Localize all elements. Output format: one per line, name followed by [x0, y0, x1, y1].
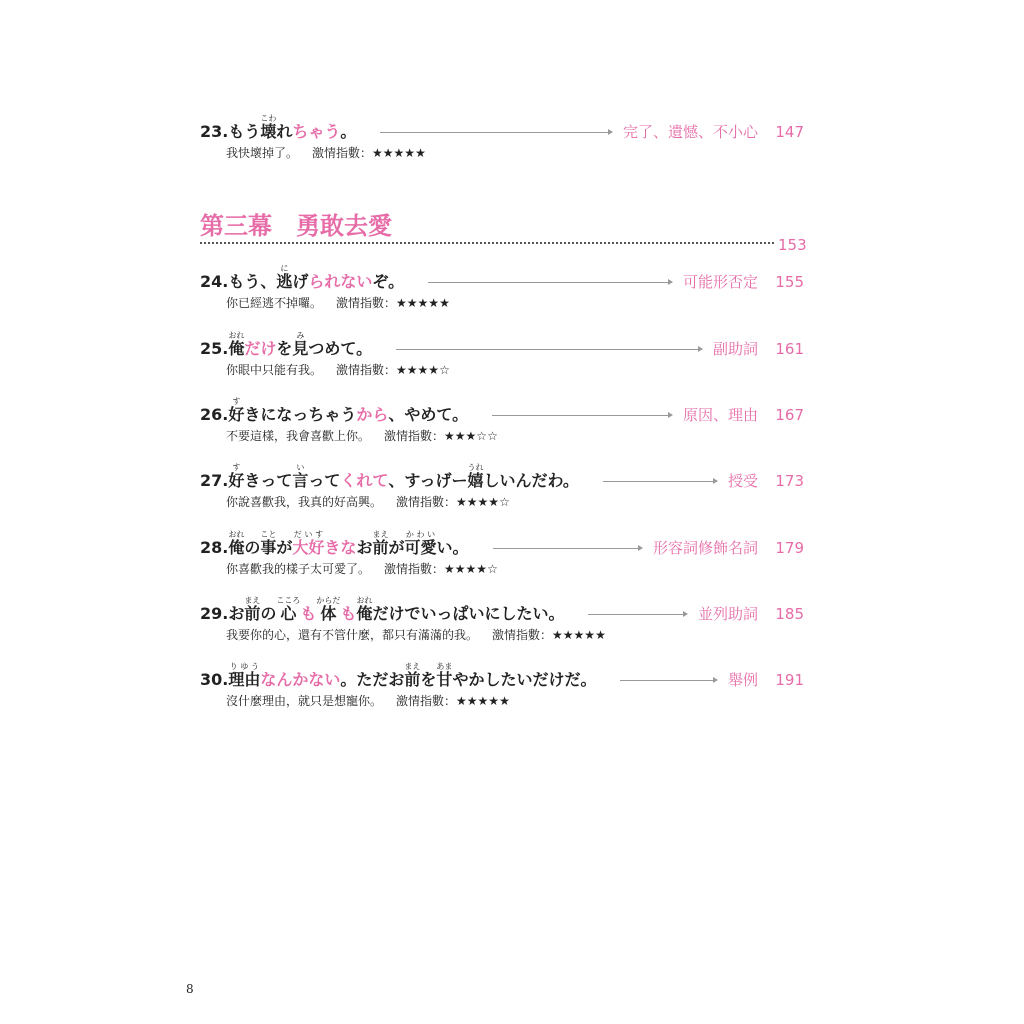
- toc-entry-25: [200, 331, 804, 385]
- entry-sentence: [228, 264, 404, 292]
- entry-heading: [200, 397, 804, 425]
- entry-heading: [200, 662, 804, 690]
- leader-arrow-line: [492, 405, 671, 425]
- sentence-text: って: [308, 471, 341, 490]
- sentence-text: もう、: [228, 272, 277, 291]
- sentence-text: ぞ。: [372, 272, 405, 291]
- kanji-with-furigana: [292, 463, 308, 491]
- leader-arrow-line: [493, 538, 641, 558]
- page-number: 8: [186, 982, 194, 996]
- entry-page-number: 179: [775, 539, 804, 557]
- translation-text: 你已經逃不掉囉。: [226, 296, 323, 310]
- kanji-text: 見: [292, 339, 309, 358]
- furigana-text: りゆう: [228, 662, 261, 671]
- kanji-text: 好: [228, 405, 245, 424]
- kanji-with-furigana: [292, 530, 324, 558]
- kanji-with-furigana: [228, 331, 244, 359]
- kanji-text: 嬉: [467, 471, 484, 490]
- entry-sentence: [228, 530, 468, 558]
- furigana-text: だいす: [292, 530, 325, 539]
- sentence-text: だけでいっぱいにしたい。: [372, 604, 565, 623]
- kanji-text: 可愛: [404, 538, 437, 557]
- star-rating: ★★★☆☆: [444, 429, 498, 443]
- furigana-text: す: [228, 463, 245, 472]
- entry-sentence: [228, 662, 596, 690]
- translation-text: 我快壞掉了。: [226, 146, 299, 160]
- grammar-category: 形容詞修飾名詞: [652, 539, 758, 557]
- furigana-text: す: [228, 397, 245, 406]
- passion-label: 激情指數：: [384, 562, 445, 576]
- sentence-text: きになっちゃう: [244, 405, 357, 424]
- entry-heading: [200, 530, 804, 558]
- leader-arrow-line: [588, 604, 686, 624]
- sentence-text: れ: [276, 122, 293, 141]
- entry-number: 24.: [200, 272, 229, 291]
- furigana-text: うれ: [467, 463, 484, 472]
- sentence-text: もう: [228, 122, 261, 141]
- entry-page-number: 161: [775, 340, 804, 358]
- kanji-with-furigana: [228, 397, 244, 425]
- furigana-text: おれ: [356, 596, 373, 605]
- entry-number: 30.: [200, 670, 229, 689]
- entry-heading: [200, 264, 804, 292]
- furigana-text: こと: [260, 530, 277, 539]
- kanji-text: 逃: [276, 272, 293, 291]
- passion-label: 激情指數：: [396, 694, 457, 708]
- sentence-text: 、すっげー: [388, 471, 468, 490]
- kanji-with-furigana: [372, 530, 388, 558]
- kanji-text: 心: [276, 604, 301, 623]
- grammar-highlight-text: も: [340, 604, 357, 623]
- sentence-text: の: [244, 538, 261, 557]
- kanji-with-furigana: [316, 596, 340, 624]
- leader-arrow-line: [428, 272, 671, 292]
- entry-page-number: 191: [775, 671, 804, 689]
- translation-text: 你眼中只能有我。: [226, 363, 323, 377]
- kanji-text: 俺: [356, 604, 373, 623]
- passion-label: 激情指數：: [312, 146, 373, 160]
- leader-line: [492, 415, 671, 416]
- sentence-text: い。: [436, 538, 469, 557]
- kanji-text: 大好: [292, 538, 325, 557]
- kanji-text: 前: [244, 604, 261, 623]
- furigana-text: おれ: [228, 530, 245, 539]
- passion-label: 激情指數：: [336, 363, 397, 377]
- entry-number: 28.: [200, 538, 229, 557]
- leader-line: [603, 481, 716, 482]
- kanji-with-furigana: [292, 331, 308, 359]
- kanji-text: 言: [292, 471, 309, 490]
- kanji-text: 壊: [260, 122, 277, 141]
- grammar-category: 副助詞: [712, 340, 758, 358]
- entry-page-number: 185: [775, 605, 804, 623]
- entry-page-number: 167: [775, 406, 804, 424]
- leader-arrow-line: [396, 339, 701, 359]
- furigana-text: み: [292, 331, 309, 340]
- furigana-text: まえ: [244, 596, 261, 605]
- leader-line: [620, 680, 716, 681]
- leader-line: [493, 548, 641, 549]
- arrow-right-icon: [608, 129, 613, 135]
- grammar-highlight-text: られない: [308, 272, 373, 291]
- kanji-text: 前: [372, 538, 389, 557]
- furigana-text: まえ: [372, 530, 389, 539]
- toc-entry-27: [200, 463, 804, 517]
- translation-text: 你說喜歡我，我真的好高興。: [226, 495, 383, 509]
- toc-entry-26: [200, 397, 804, 451]
- entry-page-number: 147: [775, 123, 804, 141]
- grammar-category: 授受: [727, 472, 758, 490]
- grammar-category: 舉例: [727, 671, 758, 689]
- kanji-with-furigana: [356, 596, 372, 624]
- grammar-category: 完了、遺憾、不小心: [622, 123, 758, 141]
- furigana-text: おれ: [228, 331, 245, 340]
- sentence-text: が: [276, 538, 293, 557]
- passion-label: 激情指數：: [336, 296, 397, 310]
- entry-number: 25.: [200, 339, 229, 358]
- star-rating: ★★★★★: [552, 628, 606, 642]
- entry-heading: [200, 331, 804, 359]
- furigana-text: あま: [436, 662, 453, 671]
- entry-sentence: [228, 596, 564, 624]
- entry-subline: [226, 493, 510, 510]
- translation-text: 我要你的心，還有不管什麼，都只有滿滿的我。: [226, 628, 479, 642]
- arrow-right-icon: [713, 478, 718, 484]
- kanji-with-furigana: [436, 662, 452, 690]
- toc-entry-23: [200, 114, 804, 168]
- entry-heading: [200, 114, 804, 142]
- kanji-with-furigana: [260, 530, 276, 558]
- entry-subline: [226, 626, 606, 643]
- entry-sentence: [228, 114, 356, 142]
- entry-heading: [200, 596, 804, 624]
- sentence-text: お: [356, 538, 373, 557]
- furigana-text: まえ: [404, 662, 421, 671]
- grammar-category: 可能形否定: [682, 273, 758, 291]
- grammar-highlight-text: きな: [324, 538, 357, 557]
- entry-page-number: 155: [775, 273, 804, 291]
- leader-line: [380, 132, 611, 133]
- star-rating: ★★★★☆: [396, 363, 450, 377]
- kanji-text: 好: [228, 471, 245, 490]
- arrow-right-icon: [683, 611, 688, 617]
- toc-entry-24: [200, 264, 804, 318]
- leader-arrow-line: [603, 471, 716, 491]
- entry-sentence: [228, 463, 579, 491]
- toc-entry-28: [200, 530, 804, 584]
- entry-sentence: [228, 397, 468, 425]
- kanji-text: 甘: [436, 670, 453, 689]
- translation-text: 不要這樣，我會喜歡上你。: [226, 429, 371, 443]
- kanji-with-furigana: [276, 264, 292, 292]
- arrow-right-icon: [638, 545, 643, 551]
- grammar-highlight-text: くれて: [340, 471, 389, 490]
- grammar-highlight-text: なんかない: [260, 670, 341, 689]
- grammar-highlight-text: だけ: [244, 339, 277, 358]
- entry-number: 27.: [200, 471, 229, 490]
- grammar-highlight-text: も: [300, 604, 317, 623]
- toc-entry-29: [200, 596, 804, 650]
- furigana-text: い: [292, 463, 309, 472]
- kanji-with-furigana: [228, 662, 260, 690]
- furigana-text: こころ: [276, 596, 301, 605]
- kanji-text: 事: [260, 538, 277, 557]
- leader-line: [428, 282, 671, 283]
- grammar-category: 並列助詞: [697, 605, 758, 623]
- arrow-right-icon: [668, 412, 673, 418]
- leader-arrow-line: [620, 670, 716, 690]
- star-rating: ★★★★☆: [456, 495, 510, 509]
- sentence-text: やかしたいだけだ。: [452, 670, 597, 689]
- passion-label: 激情指數：: [396, 495, 457, 509]
- star-rating: ★★★★★: [372, 146, 426, 160]
- section-title: 第三幕 勇敢去愛: [200, 212, 392, 240]
- entry-number: 23.: [200, 122, 229, 141]
- translation-text: 沒什麼理由，就只是想寵你。: [226, 694, 383, 708]
- furigana-text: かわい: [404, 530, 437, 539]
- section-page-number: 153: [778, 236, 807, 254]
- kanji-with-furigana: [404, 662, 420, 690]
- sentence-text: お: [228, 604, 245, 623]
- grammar-highlight-text: から: [356, 405, 389, 424]
- kanji-text: 理由: [228, 670, 261, 689]
- kanji-with-furigana: [228, 463, 244, 491]
- sentence-text: 。ただお: [340, 670, 405, 689]
- sentence-text: が: [388, 538, 405, 557]
- entry-subline: [226, 361, 450, 378]
- arrow-right-icon: [698, 346, 703, 352]
- kanji-with-furigana: [260, 114, 276, 142]
- sentence-text: を: [276, 339, 293, 358]
- arrow-right-icon: [713, 677, 718, 683]
- kanji-with-furigana: [467, 463, 483, 491]
- sentence-text: を: [420, 670, 437, 689]
- entry-number: 29.: [200, 604, 229, 623]
- furigana-text: に: [276, 264, 293, 273]
- toc-entry-30: [200, 662, 804, 716]
- grammar-category: 原因、理由: [682, 406, 758, 424]
- furigana-text: からだ: [316, 596, 341, 605]
- passion-label: 激情指數：: [384, 429, 445, 443]
- entry-subline: [226, 294, 450, 311]
- grammar-highlight-text: ちゃう: [292, 122, 341, 141]
- sentence-text: 、やめて。: [388, 405, 469, 424]
- leader-line: [396, 349, 701, 350]
- sentence-text: きって: [244, 471, 293, 490]
- furigana-text: こわ: [260, 114, 277, 123]
- star-rating: ★★★★☆: [444, 562, 498, 576]
- entry-subline: [226, 427, 498, 444]
- translation-text: 你喜歡我的樣子太可愛了。: [226, 562, 371, 576]
- leader-line: [588, 614, 686, 615]
- star-rating: ★★★★★: [456, 694, 510, 708]
- arrow-right-icon: [668, 279, 673, 285]
- sentence-text: 。: [340, 122, 357, 141]
- entry-sentence: [228, 331, 372, 359]
- entry-number: 26.: [200, 405, 229, 424]
- kanji-with-furigana: [276, 596, 300, 624]
- sentence-text: の: [260, 604, 277, 623]
- star-rating: ★★★★★: [396, 296, 450, 310]
- leader-arrow-line: [380, 122, 611, 142]
- kanji-text: 俺: [228, 339, 245, 358]
- sentence-text: げ: [292, 272, 309, 291]
- kanji-text: 前: [404, 670, 421, 689]
- kanji-with-furigana: [228, 530, 244, 558]
- sentence-text: しいんだわ。: [483, 471, 579, 490]
- kanji-with-furigana: [244, 596, 260, 624]
- kanji-text: 体: [316, 604, 341, 623]
- section-dotted-divider: [200, 242, 774, 244]
- kanji-text: 俺: [228, 538, 245, 557]
- kanji-with-furigana: [404, 530, 436, 558]
- entry-heading: [200, 463, 804, 491]
- sentence-text: つめて。: [308, 339, 373, 358]
- entry-subline: [226, 144, 426, 161]
- entry-page-number: 173: [775, 472, 804, 490]
- passion-label: 激情指數：: [492, 628, 553, 642]
- entry-subline: [226, 692, 510, 709]
- entry-subline: [226, 560, 498, 577]
